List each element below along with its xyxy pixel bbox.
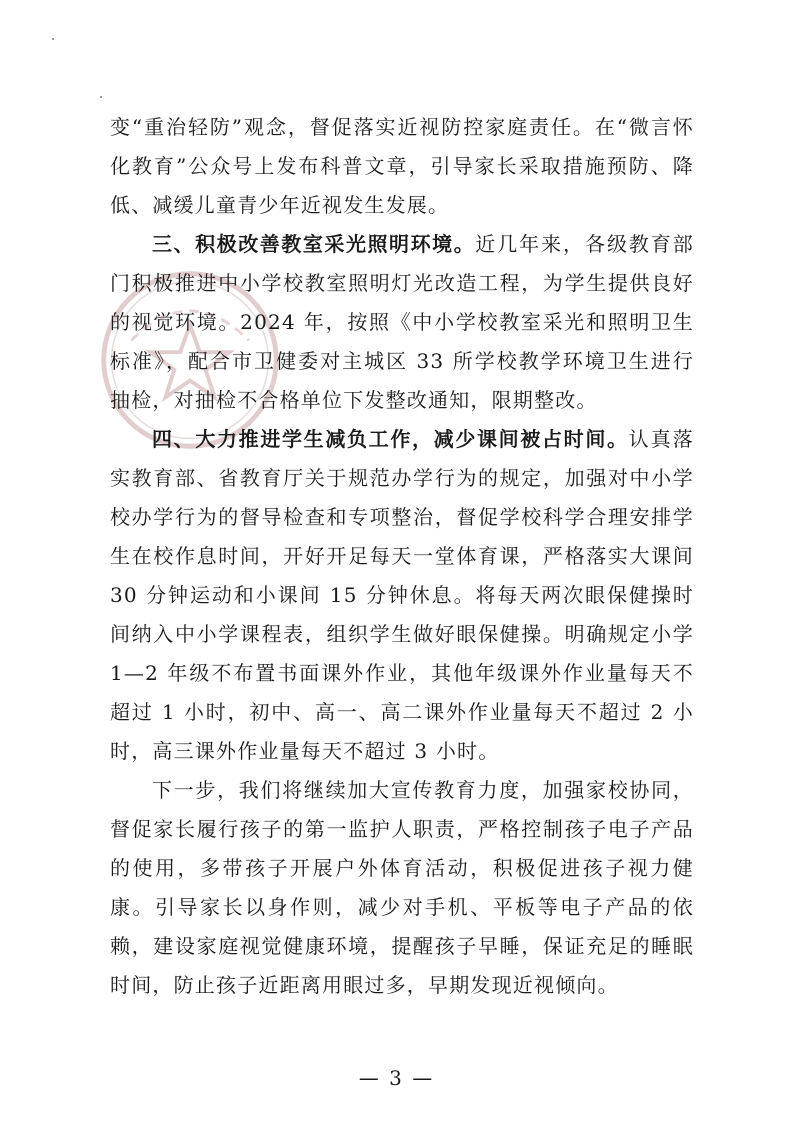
page-number-value: 3: [389, 1066, 404, 1090]
scan-speck: [52, 38, 54, 40]
page-number-dash-left: —: [358, 1066, 381, 1090]
paragraph-2: [110, 225, 694, 420]
section-heading-4: 四、大力推进学生减负工作，减少课间被占时间。: [152, 427, 629, 451]
paragraph-1: [110, 108, 694, 225]
scan-speck: [100, 96, 102, 98]
document-body: [110, 108, 694, 1005]
paragraph-1-text: 变“重治轻防”观念，督促落实近视防控家庭责任。在“微言怀化教育”公众号上发布科普文章，引导家长采取措施预防、降低、减缓儿童青少年近视发生发展。: [110, 115, 694, 217]
paragraph-4: [110, 771, 694, 1005]
paragraph-3-text: 认真落实教育部、省教育厅关于规范办学行为的规定，加强对中小学校办学行为的督导检查和专项整治，督促学校科学合理安排学生在校作息时间，开好开足每天一堂体育课，严格落实大课间 30 分钟运动和小课间 15 分钟休息。将每天两次眼保健操时间纳入中小学课程表，组织学生做好眼保健操。明确规定小学 1—2 年级不布置书面课外作业，其他年级课外作业量每天不超过 1 小时，初中、高一、高二课外作业量每天不超过 2 小时，高三课外作业量每天不超过 3 小时。: [110, 427, 694, 763]
page-number: [0, 1066, 793, 1090]
paragraph-2-text: 近几年来，各级教育部门积极推进中小学校教室照明灯光改造工程，为学生提供良好的视觉环境。2024 年，按照《中小学校教室采光和照明卫生标准》，配合市卫健委对主城区 33 所学校教学环境卫生进行抽检，对抽检不合格单位下发整改通知，限期整改。: [110, 232, 694, 412]
paragraph-4-text: 下一步，我们将继续加大宣传教育力度，加强家校协同，督促家长履行孩子的第一监护人职责，严格控制孩子电子产品的使用，多带孩子开展户外体育活动，积极促进孩子视力健康。引导家长以身作则，减少对手机、平板等电子产品的依赖，建设家庭视觉健康环境，提醒孩子早睡，保证充足的睡眠时间，防止孩子近距离用眼过多，早期发现近视倾向。: [110, 778, 694, 997]
page-number-dash-right: —: [412, 1066, 435, 1090]
paragraph-3: [110, 420, 694, 771]
section-heading-3: 三、积极改善教室采光照明环境。: [152, 232, 476, 256]
